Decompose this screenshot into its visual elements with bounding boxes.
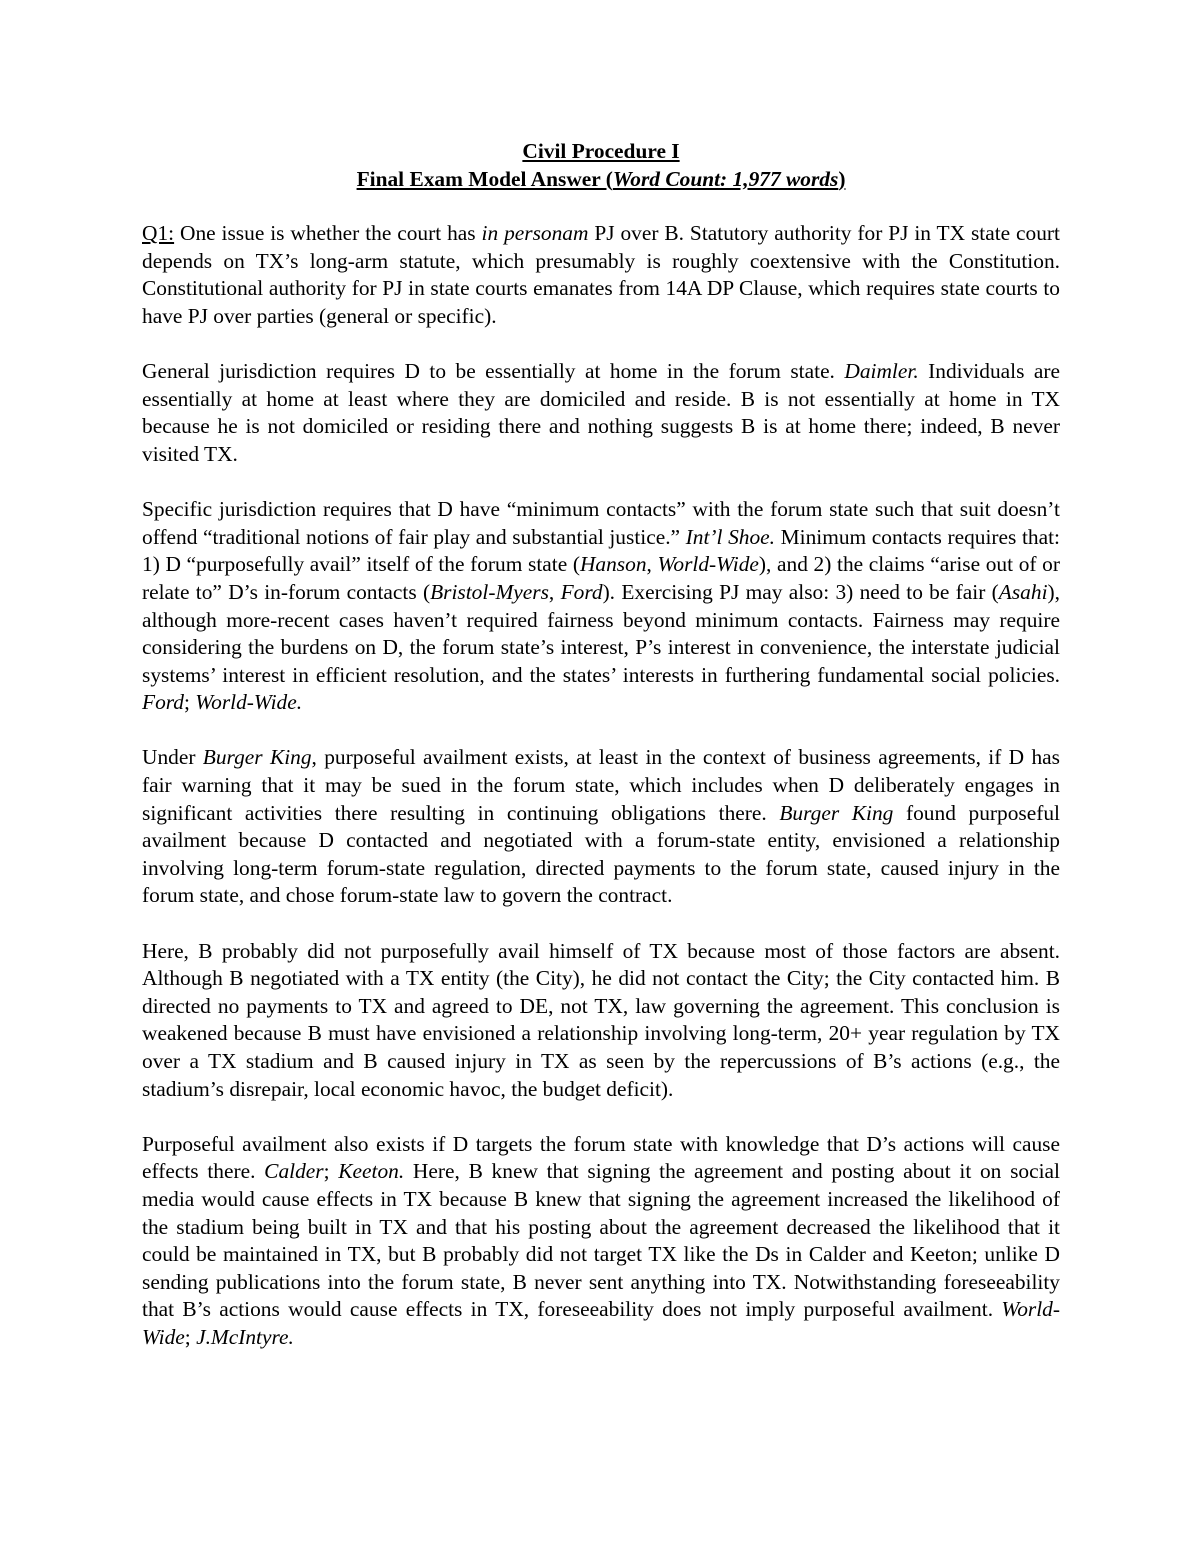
case-citation: Asahi: [998, 579, 1048, 604]
paragraph-burger-king: [142, 744, 1060, 910]
exam-subtitle: [142, 166, 1060, 194]
text-run: Here, B probably did not purposefully avail himself of TX because most of those factors are absent. Although B negotiated with a TX entity (the City), he did not contact the City; the City contacted him. B directed no payments to TX and agreed to DE, not TX, law governing the agreement. This conclusion is weakened because B must have envisioned a relationship involving long-term, 20+ year regulation by TX over a TX stadium and B caused injury in TX as seen by the repercussions of B’s actions (e.g., the stadium’s disrepair, local economic havoc, the budget deficit).: [142, 938, 1060, 1101]
text-run: One issue is whether the court has: [174, 221, 482, 246]
text-run: Individuals are essentially at home at least where they are domiciled and reside. B is not essentially at home in TX because he is not domiciled or residing there and nothing suggests B is at home there; indeed, B never visited TX.: [142, 359, 1060, 466]
text-run: ;: [323, 1159, 339, 1184]
case-citation: World-Wide.: [195, 690, 303, 715]
text-run: ), and 2) the claims “arise out of or relate to” D’s in-forum contacts (: [142, 552, 1060, 604]
text-run: ;: [184, 690, 196, 715]
text-run: found purposeful availment because D contacted and negotiated with a forum-state entity, envisioned a relationship involving long-term forum-state regulation, directed payments to the forum state, caused injury in the forum state, and chose forum-state law to govern the contract.: [142, 800, 1060, 908]
subtitle-prefix: Final Exam Model Answer (: [356, 166, 613, 191]
document-title: [142, 138, 1060, 193]
case-citation: Hanson: [579, 552, 647, 577]
paragraph-general-jurisdiction: [142, 358, 1060, 468]
case-citation: Daimler.: [844, 359, 919, 384]
text-run: Here, B knew that signing the agreement and posting about it on social media would cause effects in TX because B knew that signing the agreement increased the likelihood of the stadium being built in TX and that his posting about the agreement decreased the likelihood that it could be maintained in TX, but B probably did not target TX like the Ds in Calder and Keeton; unlike D sending publications into the forum state, B never sent anything into TX. Notwithstanding foreseeability that B’s actions would cause effects in TX, foreseeability does not imply purposeful availment.: [142, 1159, 1060, 1322]
case-citation: J.McIntyre.: [196, 1324, 294, 1349]
paragraph-effects-test: [142, 1131, 1060, 1352]
paragraph-specific-jurisdiction: [142, 496, 1060, 717]
text-run: ,: [548, 579, 561, 604]
text-run: ). Exercising PJ may also: 3) need to be fair (: [602, 579, 999, 604]
case-citation: World-Wide: [657, 552, 759, 577]
case-citation: Ford: [142, 690, 184, 715]
document-page: [142, 138, 1060, 1379]
case-citation: Int’l Shoe.: [685, 524, 776, 549]
word-count: Word Count: 1,977 words: [612, 166, 839, 191]
case-citation: Calder: [264, 1159, 324, 1184]
text-run: ), although more-recent cases haven’t required fairness beyond minimum contacts. Fairness may require considering the burdens on D, the forum state’s interest, P’s interest in convenience, the interstate judicial systems’ interest in efficient resolution, and the states’ interests in furthering fundamental social policies.: [142, 579, 1060, 687]
subtitle-suffix: ): [838, 166, 846, 191]
paragraph-application: [142, 938, 1060, 1104]
case-citation: Keeton.: [338, 1159, 405, 1184]
case-citation: Ford: [560, 579, 603, 604]
text-run: Under: [142, 745, 203, 770]
case-citation: Burger King: [202, 745, 312, 770]
italic-run: in personam: [481, 221, 589, 246]
course-title: Civil Procedure I: [522, 139, 680, 163]
text-run: , purposeful availment exists, at least in the context of business agreements, if D has fair warning that it may be sued in the forum state, which includes when D deliberately engages in significant activities there resulting in continuing obligations there.: [142, 745, 1060, 825]
text-run: Specific jurisdiction requires that D have “minimum contacts” with the forum state such that suit doesn’t offend “traditional notions of fair play and substantial justice.”: [142, 497, 1060, 549]
text-run: General jurisdiction requires D to be essentially at home in the forum state.: [142, 359, 845, 384]
text-run: ,: [646, 552, 658, 577]
text-run: ;: [184, 1324, 197, 1349]
paragraph-q1-intro: [142, 220, 1060, 330]
text-run: Minimum contacts requires that: 1) D “purposefully avail” itself of the forum state (: [142, 524, 1060, 577]
case-citation: Burger King: [779, 800, 894, 825]
question-label: Q1:: [142, 221, 175, 246]
text-run: Purposeful availment also exists if D targets the forum state with knowledge that D’s actions will cause effects there.: [142, 1131, 1060, 1184]
text-run: PJ over B. Statutory authority for PJ in TX state court depends on TX’s long-arm statute, which presumably is roughly coextensive with the Constitution. Constitutional authority for PJ in state courts emanates from 14A DP Clause, which requires state courts to have PJ over parties (general or specific).: [142, 221, 1061, 328]
case-citation: Bristol-Myers: [430, 579, 549, 604]
case-citation: World-Wide: [142, 1297, 1060, 1349]
